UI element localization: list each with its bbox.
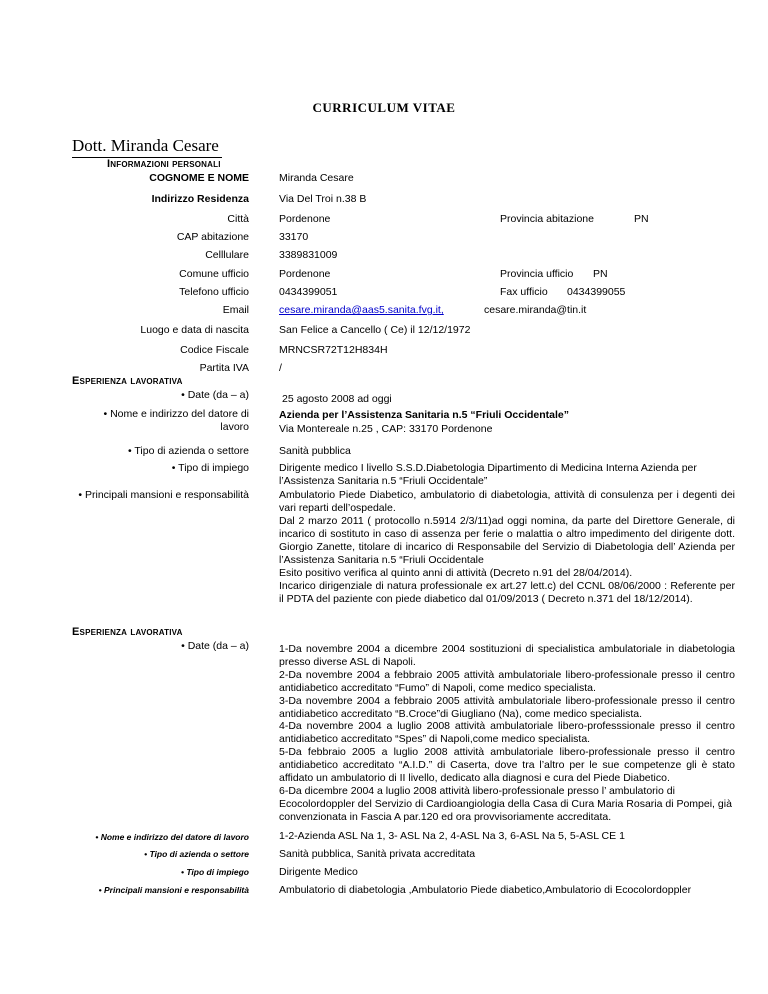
duty-paragraph: Incarico dirigenziale di natura professionale ex art.27 lett.c) del CCNL 08/06/2000 : Referente per il PDTA del paziente con piede diabetico dal 01/09/2013 ( Decreto n.371 del 18/12/2014). (279, 580, 735, 605)
value-sector-2: Sanità pubblica, Sanità privata accreditata (279, 848, 476, 860)
label-job-1: • Tipo di impiego (171, 462, 249, 474)
label-home-province: Provincia abitazione (500, 213, 594, 225)
duty-paragraph: Esito positivo verifica al quinto anni di attività (Decreto n.91 del 28/04/2014). (279, 567, 633, 579)
label-date-2: • Date (da – a) (181, 640, 249, 652)
value-tax-code: MRNCSR72T12H834H (279, 344, 388, 356)
label-name: COGNOME E NOME (149, 172, 249, 184)
label-sector-2: • Tipo di azienda o settore (144, 849, 249, 859)
label-employer-1a: • Nome e indirizzo del datore di (103, 408, 249, 420)
label-fax: Fax ufficio (500, 286, 548, 298)
duty-paragraph: Ambulatorio Piede Diabetico, ambulatorio di diabetologia, attività di consulenza per i degenti dei vari reparti dell’ospedale. (279, 489, 735, 514)
label-job-2: • Tipo di impiego (181, 867, 249, 877)
value-home-province: PN (634, 213, 649, 225)
dates-block-2 (279, 643, 735, 824)
email-link-work[interactable]: cesare.miranda@aas5.sanita.fvg.it, (279, 304, 444, 316)
value-birth: San Felice a Cancello ( Ce) il 12/12/1972 (279, 324, 471, 336)
value-fax: 0434399055 (567, 286, 626, 298)
label-date-1: • Date (da – a) (181, 389, 249, 401)
value-job-2: Dirigente Medico (279, 866, 358, 878)
value-job-1: Dirigente medico I livello S.S.D.Diabetologia Dipartimento di Medicina Interna Azienda per l’Assistenza Sanitaria n.5 “Friuli Occidentale” (279, 462, 697, 487)
date-item: 6-Da dicembre 2004 a luglio 2008 attività libero-professionale presso l’ ambulatorio di Ecocolordoppler del Servizio di Cardioangiologia della Casa di Cura Maria Rosaria di Pompei, già convenzionata in Fascia A par.120 ed ora provvisoriamente accreditata. (279, 784, 732, 823)
value-mobile: 3389831009 (279, 249, 338, 261)
value-office-phone: 0434399051 (279, 286, 338, 298)
label-office-phone: Telefono ufficio (179, 286, 249, 298)
value-employer-name-1: Azienda per l’Assistenza Sanitaria n.5 “Friuli Occidentale” (279, 409, 570, 421)
label-city: Città (227, 213, 249, 225)
name-heading: Dott. Miranda Cesare (72, 136, 219, 155)
label-vat: Partita IVA (199, 362, 249, 374)
date-item: 4-Da novembre 2004 a luglio 2008 attività ambulatoriale libero-professsionale presso il centro antidiabetico accreditato “Spes” di Napoli,come medico specialista. (279, 720, 735, 746)
value-date-1: 25 agosto 2008 ad oggi (282, 393, 392, 405)
personal-section-heading: Informazioni personali (107, 158, 221, 170)
value-vat: / (279, 362, 282, 374)
label-mobile: Celllulare (205, 249, 249, 261)
date-item: 2-Da novembre 2004 a febbraio 2005 attività ambulatoriale libero-professionale presso il centro antidiabetico accreditato “Fumo” di Napoli, come medico specialista. (279, 668, 735, 694)
label-office-province: Provincia ufficio (500, 268, 574, 280)
label-duties-1: • Principali mansioni e responsabilità (78, 489, 249, 501)
label-email: Email (222, 304, 249, 316)
value-email-personal: cesare.miranda@tin.it (484, 304, 587, 316)
value-office-province: PN (593, 268, 608, 280)
value-duties-2: Ambulatorio di diabetologia ,Ambulatorio Piede diabetico,Ambulatorio di Ecocolordoppler (279, 884, 692, 896)
label-office-city: Comune ufficio (179, 268, 249, 280)
document-title: CURRICULUM VITAE (312, 100, 456, 115)
value-employer-2: 1-2-Azienda ASL Na 1, 3- ASL Na 2, 4-ASL Na 3, 6-ASL Na 5, 5-ASL CE 1 (279, 830, 625, 842)
date-item: 1-Da novembre 2004 a dicembre 2004 sostituzioni di specialistica ambulatoriale in diabetologia presso diverse ASL di Napoli. (279, 643, 735, 668)
date-item: 3-Da novembre 2004 a febbraio 2005 attività ambulatoriale libero-professionale presso il centro antidiabetico accreditato “B.Croce”di Giugliano (Na), come medico specialista. (279, 694, 735, 720)
value-city: Pordenone (279, 213, 331, 225)
value-address: Via Del Troi n.38 B (279, 193, 367, 205)
label-address: Indirizzo Residenza (151, 193, 249, 205)
label-employer-1b: lavoro (220, 421, 249, 433)
experience-section-heading-1: Esperienza lavorativa (72, 375, 183, 387)
value-name: Miranda Cesare (279, 172, 354, 184)
label-birth: Luogo e data di nascita (140, 324, 249, 336)
value-sector-1: Sanità pubblica (279, 445, 351, 457)
label-duties-2: • Principali mansioni e responsabilità (98, 885, 249, 895)
value-cap: 33170 (279, 231, 309, 243)
value-employer-address-1: Via Montereale n.25 , CAP: 33170 Pordenone (279, 423, 493, 435)
date-item: 5-Da febbraio 2005 a luglio 2008 attività ambulatoriale libero-professionale presso il centro antidiabetico accreditato “A.I.D.” di Caserta, dove tra l’altro per le sue competenze gli è stato affidato un ambulatorio di II livello, dedicato alla diagnosi e cura del Piede Diabetico. (279, 746, 735, 785)
label-employer-2: • Nome e indirizzo del datore di lavoro (95, 832, 249, 842)
label-cap: CAP abitazione (176, 231, 249, 243)
value-office-city: Pordenone (279, 268, 331, 280)
experience-section-heading-2: Esperienza lavorativa (72, 626, 183, 638)
label-tax-code: Codice Fiscale (180, 344, 249, 356)
duty-paragraph: Dal 2 marzo 2011 ( protocollo n.5914 2/3/11)ad oggi nomina, da parte del Direttore Generale, di incarico di sostituto in caso di assenza per ferie o malattia o altro impedimento del dirigente dott. Giorgio Zanette, titolare di incarico di Responsabile del Servizio di Diabetologia dell’ Azienda per l’Assistenza Sanitaria n.5 “Friuli Occidentale (279, 515, 735, 566)
duties-block-1 (279, 489, 735, 606)
label-sector-1: • Tipo di azienda o settore (127, 445, 249, 457)
